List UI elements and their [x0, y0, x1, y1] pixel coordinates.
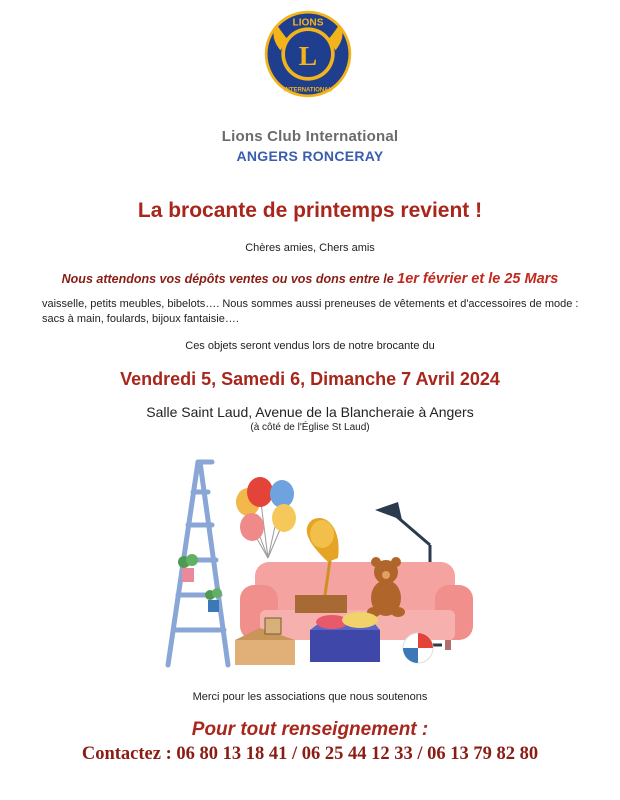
accepted-items-text: vaisselle, petits meubles, bibelots…. Nous sommes aussi preneuses de vêtements et d'accessoires de mode : sacs à main, foulards, bijoux fantaisie….: [42, 298, 579, 325]
deposit-period-line: [0, 271, 620, 287]
sale-intro-text: Ces objets seront vendus lors de notre brocante du: [185, 340, 435, 352]
greeting-text: Chères amies, Chers amis: [245, 242, 375, 254]
venue-note: (à côté de l'Église St Laud): [250, 422, 370, 433]
logo-letter: L: [298, 40, 318, 72]
organization-name: Lions Club International: [221, 128, 399, 145]
lions-club-logo-icon: [262, 8, 354, 100]
flea-market-illustration-icon: [140, 450, 480, 675]
balloons-icon: [236, 477, 296, 558]
thanks-text: Merci pour les associations que nous soutenons: [192, 691, 428, 703]
venue-address: Salle Saint Laud, Avenue de la Blancheraie à Angers: [146, 404, 474, 420]
info-heading: Pour tout renseignement :: [191, 719, 429, 740]
contact-phone-numbers: Contactez : 06 80 13 18 41 / 06 25 44 12 33 / 06 13 79 82 80: [81, 744, 539, 764]
ladder-icon: [168, 462, 228, 665]
logo-bottom-text: INTERNATIONAL: [283, 87, 333, 94]
event-dates: Vendredi 5, Samedi 6, Dimanche 7 Avril 2024: [120, 369, 500, 389]
deposit-lead-text: Nous attendons vos dépôts ventes ou vos dons entre le: [61, 272, 398, 286]
deposit-dates: 1er février et le 25 Mars: [397, 271, 559, 287]
organization-branch: ANGERS RONCERAY: [236, 148, 384, 164]
page-title: La brocante de printemps revient !: [137, 199, 483, 222]
logo-top-text: LIONS: [292, 17, 324, 29]
beach-ball-icon: [403, 633, 433, 663]
